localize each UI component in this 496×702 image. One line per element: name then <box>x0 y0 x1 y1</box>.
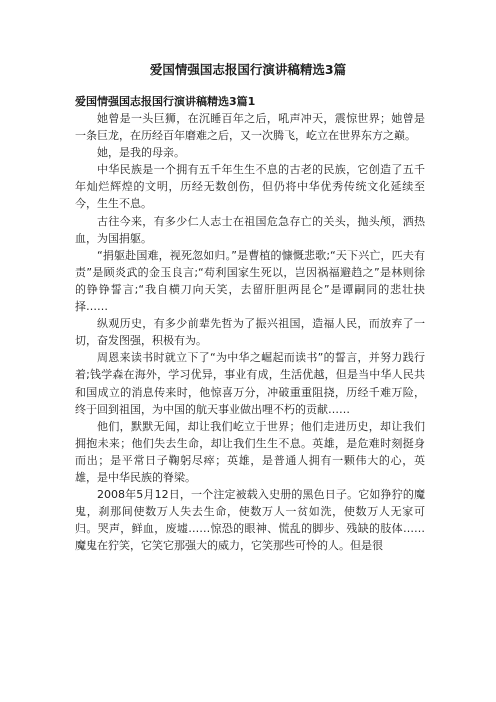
section-title: 爱国情强国志报国行演讲稿精选3篇1 <box>75 95 256 108</box>
document-title: 爱国情强国志报国行演讲稿精选3篇 <box>149 62 347 77</box>
paragraph-6: 纵观历史，有多少前辈先哲为了振兴祖国，造福人民，而放弃了一切，奋发图强，积极有为。 <box>75 317 425 348</box>
paragraph-9: 2008年5月12日，一个注定被载入史册的黑色日子。它如狰狞的魔鬼，刹那间使数万人失去生命，使数万人一贫如洗，使数万人无家可归。哭声，鲜血，废墟……惊恐的眼神、慌乱的脚步、残缺的肢体……魔鬼在狞笑，它笑它那强大的威力，它笑那些可怜的人。但是很 <box>75 488 425 553</box>
paragraph-5: “捐躯赴国难，视死忽如归。”是曹植的慷慨悲歌;“天下兴亡，匹夫有责”是顾炎武的金玉良言;“苟利国家生死以，岂因祸福避趋之”是林则徐的铮铮誓言;“我自横刀向天笑，去留肝胆两昆仑”是谭嗣同的悲壮抉择…… <box>75 248 425 314</box>
document-body <box>75 94 425 554</box>
paragraph-1: 她曾是一头巨狮，在沉睡百年之后，吼声冲天，震惊世界；她曾是一条巨龙，在历经百年磨难之后，又一次腾飞，屹立在世界东方之巅。 <box>75 112 425 143</box>
paragraph-7: 周恩来读书时就立下了“为中华之崛起而读书”的誓言，并努力践行着;钱学森在海外，学习优异，事业有成，生活优越，但是当中华人民共和国成立的消息传来时，他惊喜万分，冲破重重阻挠，历经千难万险，终于回到祖国，为中国的航天事业做出哩不朽的贡献…… <box>75 351 425 416</box>
paragraph-4: 古往今来，有多少仁人志士在祖国危急存亡的关头，抛头颅，洒热血，为国捐躯。 <box>75 214 425 245</box>
paragraph-2: 她，是我的母亲。 <box>97 146 185 160</box>
paragraph-3: 中华民族是一个拥有五千年生生不息的古老的民族，它创造了五千年灿烂辉煌的文明，历经无数创伤，但仍将中华优秀传统文化延续至今，生生不息。 <box>75 163 425 211</box>
paragraph-8: 他们，默默无闻，却让我们屹立于世界；他们走进历史，却让我们拥抱未来；他们失去生命，却让我们生生不息。英雄，是危难时刻挺身而出；是平常日子鞠躬尽瘁；英雄，是普通人拥有一颗伟大的心，英雄，是中华民族的脊梁。 <box>75 419 425 484</box>
